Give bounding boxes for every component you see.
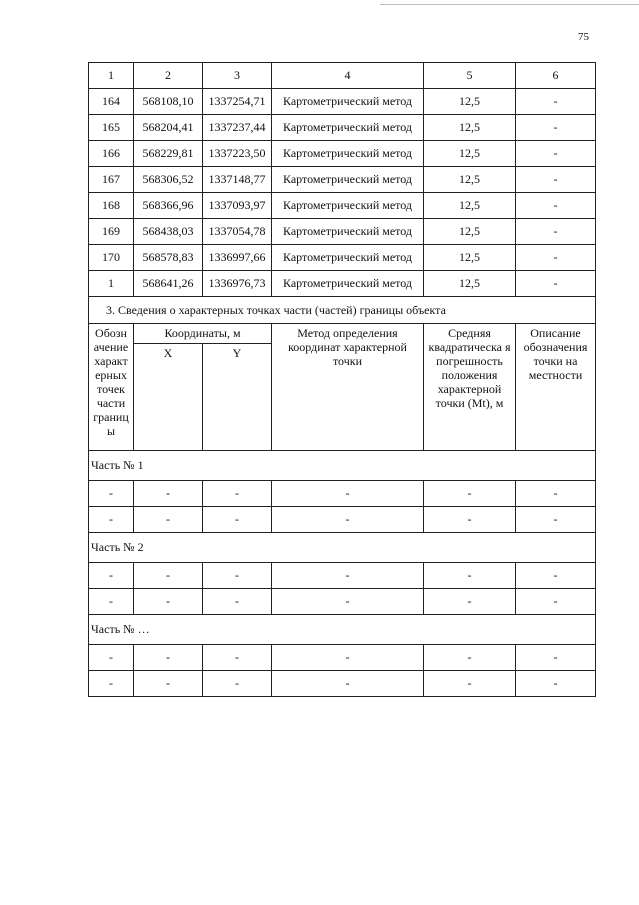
- cell-description: -: [516, 141, 596, 167]
- column-number: 4: [272, 63, 424, 89]
- cell-coord-y: 1337237,44: [203, 115, 272, 141]
- cell-description: -: [516, 645, 596, 671]
- table-row: [89, 671, 596, 697]
- cell-coord-x: 568108,10: [134, 89, 203, 115]
- cell-point-number: 1: [89, 271, 134, 297]
- header-y: Y: [203, 344, 272, 451]
- cell-method: Картометрический метод: [272, 271, 424, 297]
- cell-error: -: [424, 481, 516, 507]
- cell-coord-y: 1337223,50: [203, 141, 272, 167]
- cell-method: Картометрический метод: [272, 193, 424, 219]
- cell-coord-y: 1337093,97: [203, 193, 272, 219]
- header-error: Средняя квадратическа я погрешность положения характерной точки (Mt), м: [424, 324, 516, 451]
- cell-coord-x: -: [134, 563, 203, 589]
- cell-error: 12,5: [424, 89, 516, 115]
- cell-point-number: 170: [89, 245, 134, 271]
- cell-point-number: 169: [89, 219, 134, 245]
- cell-point-number: 167: [89, 167, 134, 193]
- table-row: [89, 563, 596, 589]
- column-number: 5: [424, 63, 516, 89]
- cell-coord-x: -: [134, 645, 203, 671]
- cell-coord-x: -: [134, 507, 203, 533]
- part-title: Часть № 1: [89, 451, 596, 481]
- cell-coord-y: 1336997,66: [203, 245, 272, 271]
- cell-point-number: 168: [89, 193, 134, 219]
- column-number: 1: [89, 63, 134, 89]
- table-row: [89, 245, 596, 271]
- cell-description: -: [516, 245, 596, 271]
- section-title-row: [89, 297, 596, 324]
- table-row: [89, 645, 596, 671]
- table-row: [89, 89, 596, 115]
- table-row: [89, 507, 596, 533]
- header-designation: Обозн ачение характ ерных точек части границ ы: [89, 324, 134, 451]
- cell-error: 12,5: [424, 167, 516, 193]
- cell-error: -: [424, 671, 516, 697]
- cell-coord-y: 1337054,78: [203, 219, 272, 245]
- cell-method: Картометрический метод: [272, 89, 424, 115]
- cell-coord-x: 568204,41: [134, 115, 203, 141]
- cell-coord-y: -: [203, 563, 272, 589]
- cell-coord-x: -: [134, 671, 203, 697]
- cell-error: -: [424, 563, 516, 589]
- cell-error: 12,5: [424, 115, 516, 141]
- cell-coord-x: -: [134, 589, 203, 615]
- cell-error: -: [424, 645, 516, 671]
- cell-error: 12,5: [424, 245, 516, 271]
- table-row: [89, 193, 596, 219]
- top-rule: [380, 4, 639, 5]
- header-x: X: [134, 344, 203, 451]
- cell-point-number: 166: [89, 141, 134, 167]
- cell-point-number: 165: [89, 115, 134, 141]
- cell-method: -: [272, 481, 424, 507]
- cell-method: Картометрический метод: [272, 167, 424, 193]
- cell-coord-y: 1337148,77: [203, 167, 272, 193]
- cell-description: -: [516, 481, 596, 507]
- cell-error: 12,5: [424, 219, 516, 245]
- part-title: Часть № …: [89, 615, 596, 645]
- cell-method: Картометрический метод: [272, 141, 424, 167]
- cell-coord-y: -: [203, 507, 272, 533]
- cell-method: -: [272, 645, 424, 671]
- coordinates-table: [88, 62, 596, 697]
- cell-description: -: [516, 271, 596, 297]
- column-number: 3: [203, 63, 272, 89]
- cell-description: -: [516, 219, 596, 245]
- cell-error: 12,5: [424, 193, 516, 219]
- cell-point-number: 164: [89, 89, 134, 115]
- cell-error: -: [424, 507, 516, 533]
- cell-method: -: [272, 589, 424, 615]
- cell-coord-y: -: [203, 481, 272, 507]
- cell-coord-x: 568306,52: [134, 167, 203, 193]
- cell-point-number: -: [89, 671, 134, 697]
- cell-description: -: [516, 507, 596, 533]
- cell-method: Картометрический метод: [272, 245, 424, 271]
- cell-error: 12,5: [424, 141, 516, 167]
- cell-method: -: [272, 507, 424, 533]
- table-row: [89, 141, 596, 167]
- part-title: Часть № 2: [89, 533, 596, 563]
- header-method: Метод определения координат характерной точки: [272, 324, 424, 451]
- cell-coord-x: 568641,26: [134, 271, 203, 297]
- cell-point-number: -: [89, 563, 134, 589]
- cell-method: -: [272, 563, 424, 589]
- cell-coord-y: -: [203, 645, 272, 671]
- cell-description: -: [516, 167, 596, 193]
- section-header-row: [89, 324, 596, 344]
- cell-coord-y: 1336976,73: [203, 271, 272, 297]
- cell-description: -: [516, 115, 596, 141]
- table-row: [89, 219, 596, 245]
- column-number: 6: [516, 63, 596, 89]
- header-coordinates: Координаты, м: [134, 324, 272, 344]
- part-title-row: [89, 533, 596, 563]
- cell-description: -: [516, 589, 596, 615]
- cell-error: 12,5: [424, 271, 516, 297]
- cell-description: -: [516, 193, 596, 219]
- cell-coord-x: 568578,83: [134, 245, 203, 271]
- table-row: [89, 271, 596, 297]
- cell-coord-x: 568366,96: [134, 193, 203, 219]
- cell-method: -: [272, 671, 424, 697]
- header-description: Описание обозначения точки на местности: [516, 324, 596, 451]
- cell-point-number: -: [89, 645, 134, 671]
- cell-error: -: [424, 589, 516, 615]
- cell-coord-y: -: [203, 671, 272, 697]
- cell-method: Картометрический метод: [272, 219, 424, 245]
- table-row: [89, 115, 596, 141]
- page-number: 75: [578, 31, 589, 43]
- cell-coord-y: -: [203, 589, 272, 615]
- column-number: 2: [134, 63, 203, 89]
- cell-point-number: -: [89, 481, 134, 507]
- cell-point-number: -: [89, 589, 134, 615]
- part-title-row: [89, 615, 596, 645]
- cell-method: Картометрический метод: [272, 115, 424, 141]
- cell-coord-x: -: [134, 481, 203, 507]
- cell-description: -: [516, 671, 596, 697]
- cell-coord-x: 568438,03: [134, 219, 203, 245]
- cell-description: -: [516, 563, 596, 589]
- section-title: 3. Сведения о характерных точках части (частей) границы объекта: [89, 297, 596, 324]
- table-row: [89, 481, 596, 507]
- table-row: [89, 167, 596, 193]
- cell-coord-y: 1337254,71: [203, 89, 272, 115]
- cell-point-number: -: [89, 507, 134, 533]
- part-title-row: [89, 451, 596, 481]
- cell-description: -: [516, 89, 596, 115]
- table-row: [89, 589, 596, 615]
- column-number-row: [89, 63, 596, 89]
- cell-coord-x: 568229,81: [134, 141, 203, 167]
